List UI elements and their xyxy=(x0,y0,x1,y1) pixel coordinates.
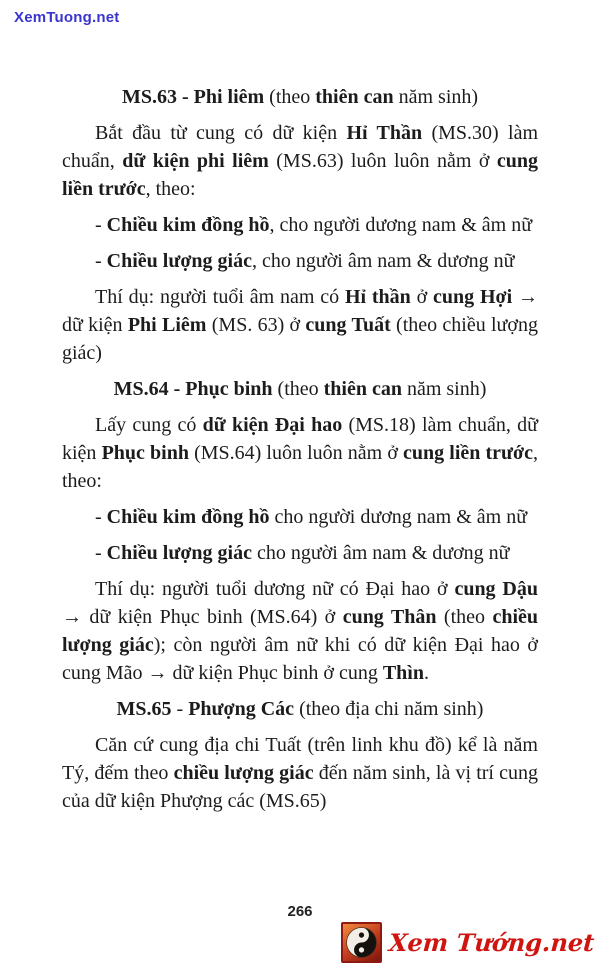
paragraph: Căn cứ cung địa chi Tuất (trên linh khu đồ) kể là năm Tý, đếm theo chiều lượng giác đến năm sinh, là vị trí cung của dữ kiện Phượng các (MS.65) xyxy=(62,734,539,812)
paragraph: - Chiều lượng giác, cho người âm nam & dương nữ xyxy=(95,250,515,272)
footer-logo xyxy=(341,922,594,963)
paragraph: Lấy cung có dữ kiện Đại hao (MS.18) làm chuẩn, dữ kiện Phục binh (MS.64) luôn luôn nằm ở cung liền trước, theo: xyxy=(62,414,539,492)
content-blocks xyxy=(62,83,538,823)
section-heading: MS.65 - Phượng Các (theo địa chi năm sinh) xyxy=(116,698,484,720)
paragraph: Bắt đầu từ cung có dữ kiện Hỉ Thần (MS.30) làm chuẩn, dữ kiện phi liêm (MS.63) luôn luôn nằm ở cung liền trước, theo: xyxy=(62,122,539,200)
yin-yang-icon xyxy=(341,922,382,963)
section-heading: MS.64 - Phục binh (theo thiên can năm sinh) xyxy=(113,378,487,400)
paragraph: - Chiều kim đồng hồ cho người dương nam & âm nữ xyxy=(95,506,528,528)
paragraph: - Chiều lượng giác cho người âm nam & dương nữ xyxy=(95,542,510,564)
logo-text: Xem Tướng.net xyxy=(387,928,596,957)
site-link[interactable]: XemTuong.net xyxy=(14,9,120,26)
paragraph: - Chiều kim đồng hồ, cho người dương nam & âm nữ xyxy=(95,214,533,236)
paragraph: Thí dụ: người tuổi âm nam có Hỉ thần ở cung Hợi → dữ kiện Phi Liêm (MS. 63) ở cung Tuất (theo chiều lượng giác) xyxy=(62,286,539,364)
section-heading: MS.63 - Phi liêm (theo thiên can năm sinh) xyxy=(121,86,479,108)
paragraph: Thí dụ: người tuổi dương nữ có Đại hao ở cung Dậu → dữ kiện Phục binh (MS.64) ở cung Thân (theo chiều lượng giác); còn người âm nữ khi có dữ kiện Đại hao ở cung Mão → dữ kiện Phục binh ở cung Thìn. xyxy=(62,578,539,684)
page-number: 266 xyxy=(287,903,313,920)
